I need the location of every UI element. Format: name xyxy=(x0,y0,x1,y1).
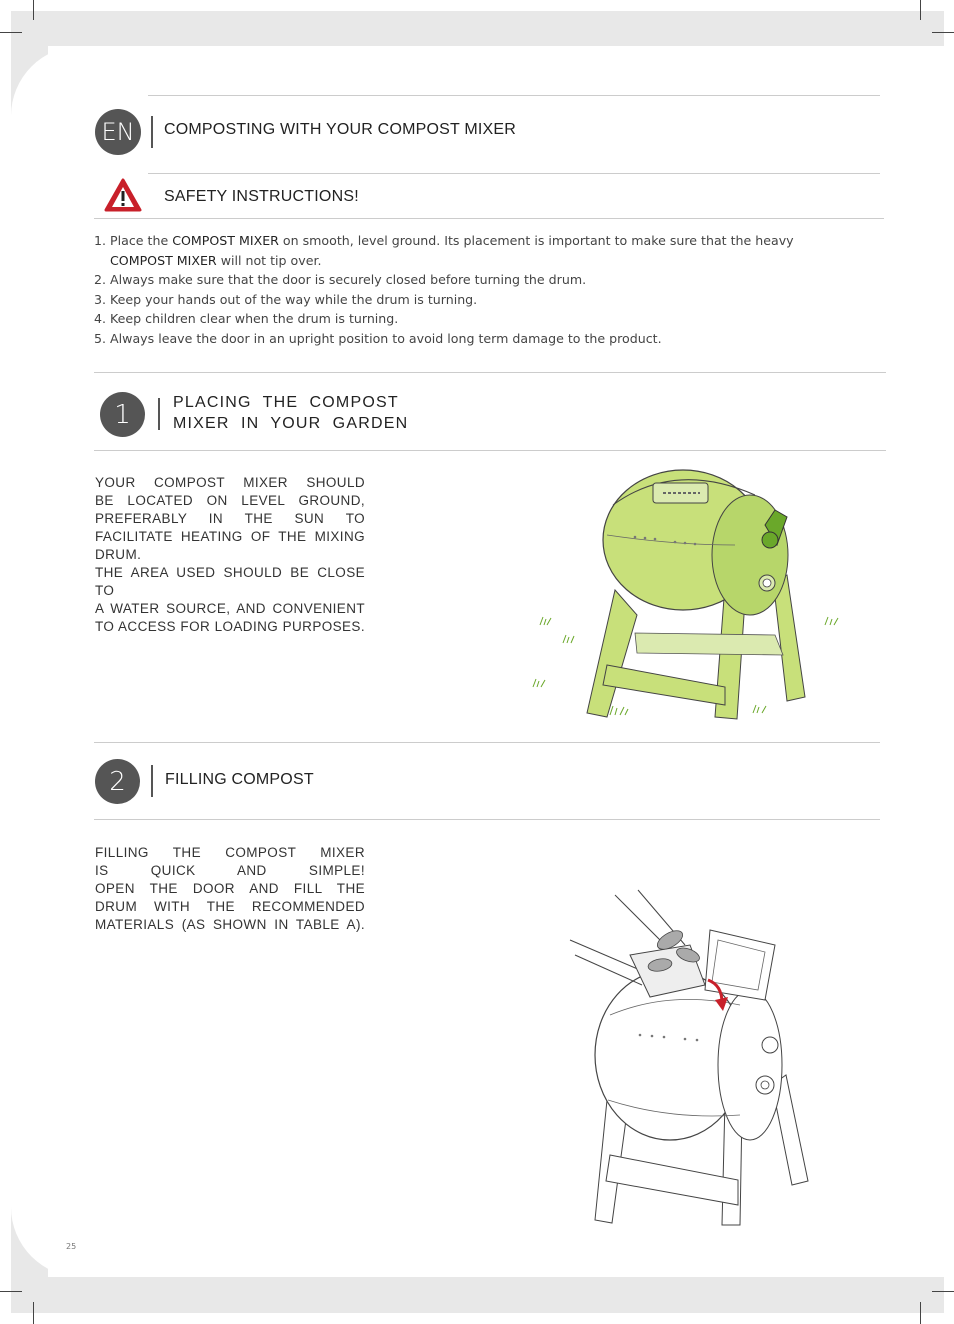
page-title: COMPOSTING WITH YOUR COMPOST MIXER xyxy=(164,121,517,138)
step1-top-rule xyxy=(94,372,886,373)
safety-item: 3. Keep your hands out of the way while the drum is turning. xyxy=(94,291,478,307)
header-divider xyxy=(151,116,153,148)
step1-paragraph: YOUR COMPOST MIXER SHOULD BE LOCATED ON LEVEL GROUND, PREFERABLY IN THE SUN TO FACILITATE HEATING OF THE MIXING DRUM. THE AREA USED SHOULD BE CLOSE TO A WATER SOURCE, AND CONVENIENT TO ACCESS FOR LOADING PURPOSES. xyxy=(95,475,365,634)
safety-list xyxy=(94,231,854,348)
safety-item: 1. Place the COMPOST MIXER on smooth, level ground. Its placement is important to make sure that the heavy COMPOST MIXER will not tip over. xyxy=(94,233,794,268)
step1-bottom-rule xyxy=(94,450,886,451)
page-frame-top xyxy=(11,11,944,46)
safety-top-rule xyxy=(148,173,880,174)
safety-title: SAFETY INSTRUCTIONS! xyxy=(164,188,359,205)
header-top-rule xyxy=(148,95,880,96)
filling-compost-illustration xyxy=(560,885,820,1230)
safety-item: 2. Always make sure that the door is securely closed before turning the drum. xyxy=(94,272,587,287)
step2-paragraph: FILLING THE COMPOST MIXER IS QUICK AND SIMPLE! OPEN THE DOOR AND FILL THE DRUM WITH THE RECOMMENDED MATERIALS (AS SHOWN IN TABLE A). xyxy=(95,845,365,932)
step1-divider xyxy=(158,398,160,430)
safety-item: 4. Keep children clear when the drum is turning. xyxy=(94,311,399,326)
language-badge: EN xyxy=(95,109,141,155)
step1-number-badge: 1 xyxy=(100,392,145,437)
warning-triangle-icon xyxy=(103,177,143,213)
step2-bottom-rule xyxy=(94,819,880,820)
safety-item: 5. Always leave the door in an upright position to avoid long term damage to the product. xyxy=(94,330,662,346)
step2-title: FILLING COMPOST xyxy=(165,771,314,788)
step1-title: PLACING THE COMPOST MIXER IN YOUR GARDEN xyxy=(173,394,409,432)
compost-mixer-illustration xyxy=(525,465,855,730)
page-number: 25 xyxy=(66,1242,77,1251)
step2-divider xyxy=(151,765,153,797)
step2-number-badge: 2 xyxy=(95,759,140,804)
safety-bottom-rule xyxy=(94,218,884,219)
page-frame-bottom xyxy=(11,1277,944,1313)
step2-top-rule xyxy=(94,742,880,743)
